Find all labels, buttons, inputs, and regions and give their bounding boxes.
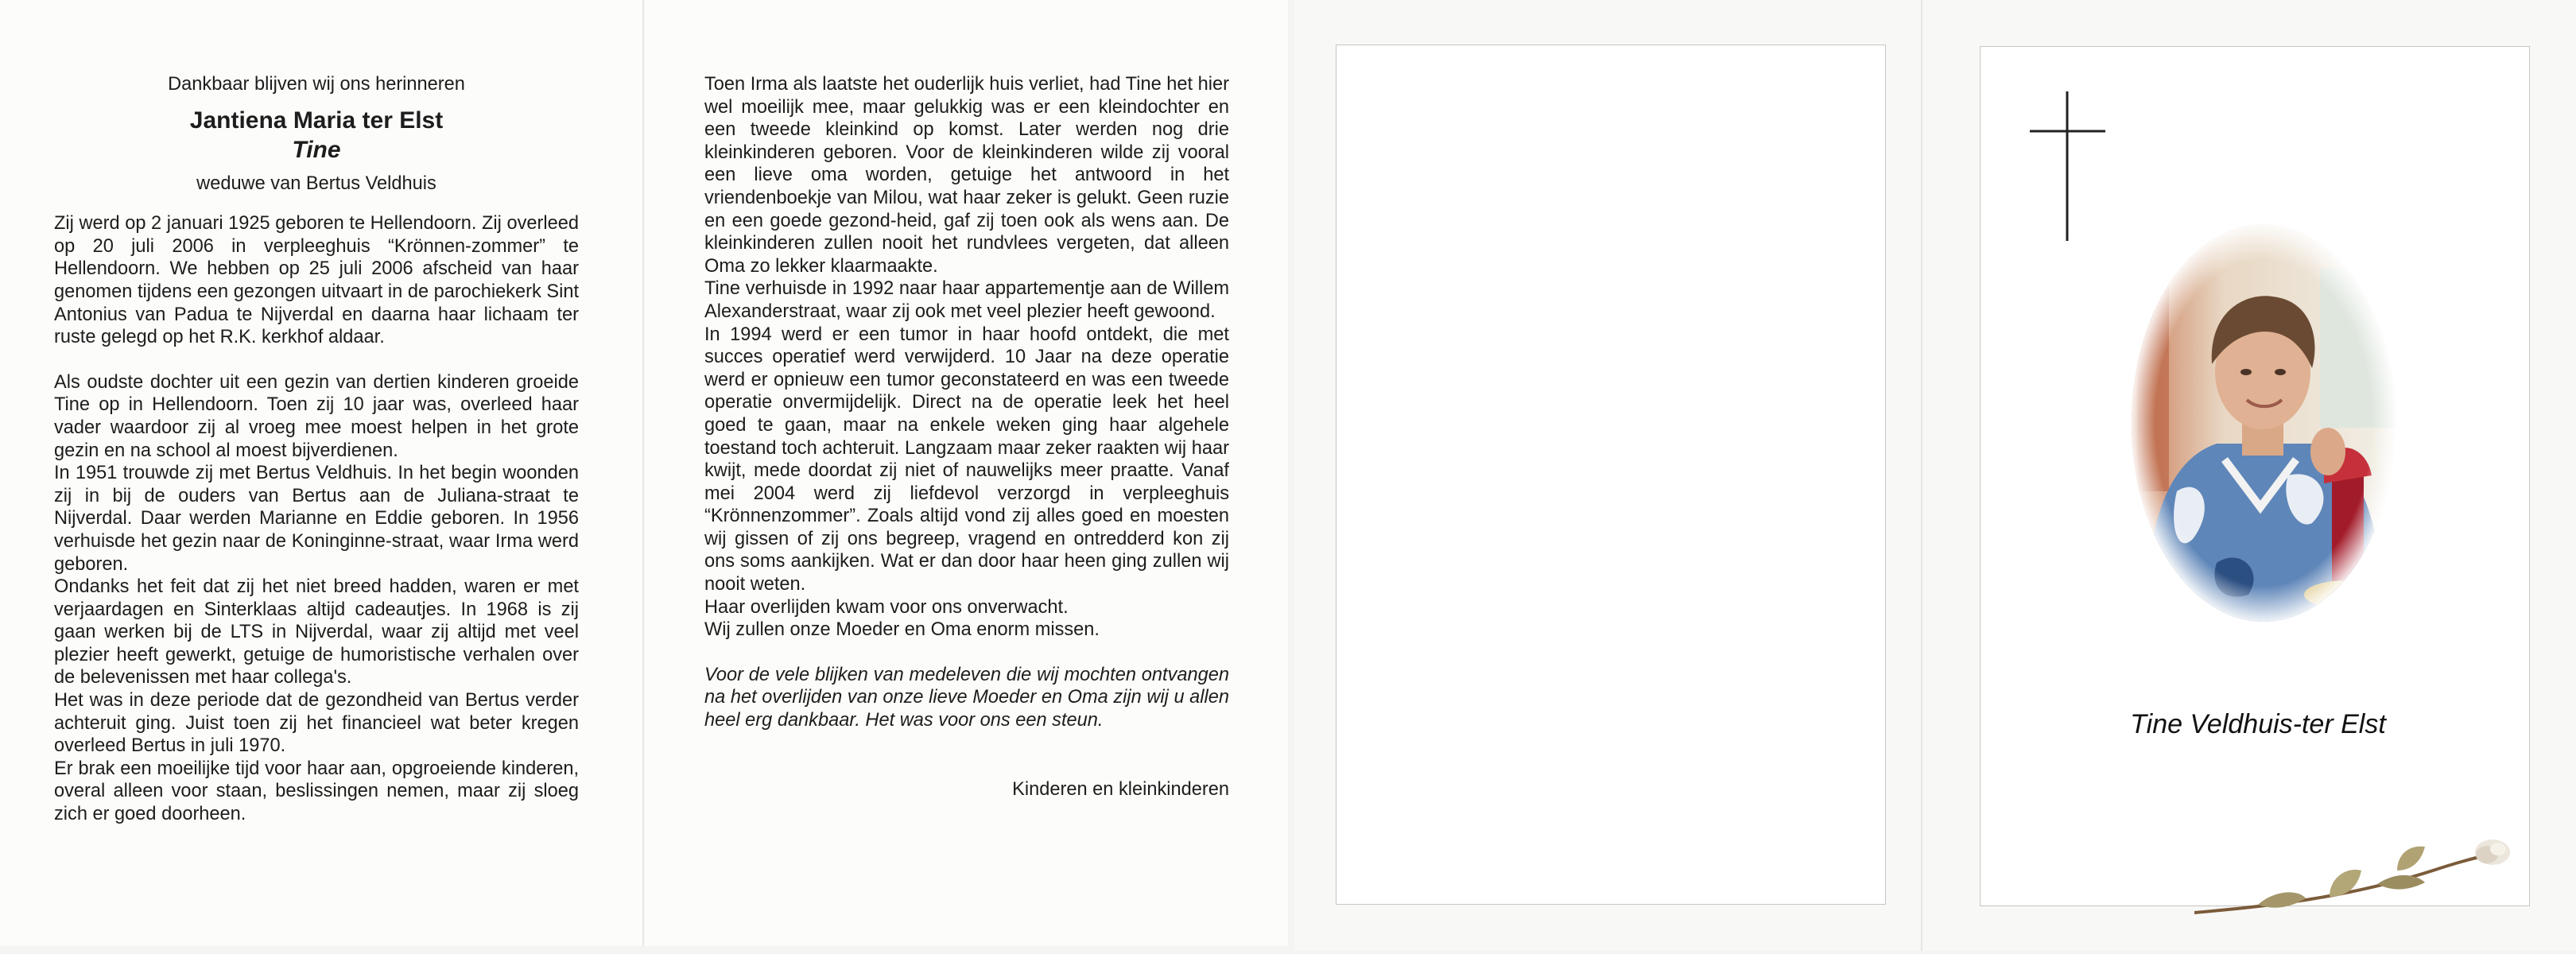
paragraph: Het was in deze periode dat de gezondheid van Bertus verder achteruit ging. Juist toen zij het financieel wat beter kregen overleed Bertus in juli 1970. xyxy=(54,690,579,757)
rose-icon xyxy=(2194,835,2512,922)
paragraph: Er brak een moeilijke tijd voor haar aan, opgroeiende kinderen, overal alleen voor staan, beslissingen nemen, maar zij sloeg zich er goed doorheen. xyxy=(54,758,579,825)
paragraph: In 1994 werd er een tumor in haar hoofd ontdekt, die met succes operatief werd verwijderd. 10 Jaar na deze operatie werd er opnieuw een tumor geconstateerd en was een tweede operatie onvermijdelijk. Direct na de operatie leek het heel goed te gaan, maar na enkele weken ging haar algehele toestand toch achteruit. Langzaam maar zeker raakten wij haar kwijt, mede doordat zij niet of nauwelijks meer praatte. Vanaf mei 2004 werd zij liefdevol verzorgd in verpleeghuis “Krönnenzommer”. Zoals altijd vond zij alles goed en moesten wij gissen of zij ons begreep, vragend en ontredderd kon zij ons soms aankijken. Wat er dan door haar heen ging zullen wij nooit weten. xyxy=(704,324,1229,595)
text-column-left xyxy=(54,73,579,826)
cross-icon xyxy=(2030,91,2105,242)
paragraph: In 1951 trouwde zij met Bertus Veldhuis. In het begin woonden zij in bij de ouders van Bertus aan de Juliana-straat te Nijverdal. Daar werden Marianne en Eddie geboren. In 1956 verhuisde het gezin naar de Koninginne-straat, waar Irma werd geboren. xyxy=(54,463,579,575)
blank-panel xyxy=(1336,45,1886,905)
widow-of: weduwe van Bertus Veldhuis xyxy=(196,173,436,194)
paragraph: Als oudste dochter uit een gezin van dertien kinderen groeide Tine op in Hellendoorn. Toen zij 10 jaar was, overleed haar vader waardoor zij al vroeg mee moest helpen in het grote gezin en na school al moest bijverdienen. xyxy=(54,371,579,461)
paragraph: Wij zullen onze Moeder en Oma enorm missen. xyxy=(704,619,1100,641)
fold-line xyxy=(642,0,644,946)
paragraph: Haar overlijden kwam voor ons onverwacht. xyxy=(704,596,1069,618)
paragraph: Tine verhuisde in 1992 naar haar appartementje aan de Willem Alexanderstraat, waar zij ook met veel plezier heeft gewoond. xyxy=(704,278,1229,322)
photo-caption: Tine Veldhuis-ter Elst xyxy=(2130,709,2386,739)
heading: Dankbaar blijven wij ons herinneren xyxy=(168,74,465,95)
fold-line xyxy=(1921,0,1922,951)
thanks-text: Voor de vele blijken van medeleven die wij mochten ontvangen na het overlijden van onze lieve Moeder en Oma zijn wij u allen heel erg dankbaar. Het was voor ons een steun. xyxy=(704,664,1229,731)
nickname: Tine xyxy=(292,136,341,163)
paragraph: Toen Irma als laatste het ouderlijk huis verliet, had Tine het hier wel moeilijk mee, maar gelukkig was er een kleindochter en een tweede kleinkind op komst. Later werden nog drie kleinkinderen geboren. Voor de kleinkinderen wilde zij vooral een lieve oma worden, getuige het antwoord in het vriendenboekje van Milou, wat haar zeker is gelukt. Geen ruzie en een goede gezond-heid, gaf zij toen ook als wens aan. De kleinkinderen zullen nooit het rundvlees vergeten, dat alleen Oma zo lekker klaarmaakte. xyxy=(704,74,1229,277)
deceased-name: Jantiena Maria ter Elst xyxy=(189,107,444,134)
portrait-photo xyxy=(2129,221,2398,625)
text-column-right xyxy=(704,73,1229,801)
paragraph: Zij werd op 2 januari 1925 geboren te Hellendoorn. Zij overleed op 20 juli 2006 in verpleeghuis “Krönnen-zommer” te Hellendoorn. We hebben op 25 juli 2006 afscheid van haar genomen tijdens een gezongen uitvaart in de parochiekerk Sint Antonius van Padua te Nijverdal en daarna haar lichaam ter ruste gelegd op het R.K. kerkhof aldaar. xyxy=(54,213,579,348)
signature: Kinderen en kleinkinderen xyxy=(1012,778,1229,800)
paragraph: Ondanks het feit dat zij het niet breed hadden, waren er met verjaardagen en Sinterklaas altijd cadeautjes. In 1968 is zij gaan werken bij de LTS in Nijverdal, waar zij altijd met veel plezier heeft gewerkt, getuige de humoristische verhalen over de belevenissen met haar collega's. xyxy=(54,576,579,688)
